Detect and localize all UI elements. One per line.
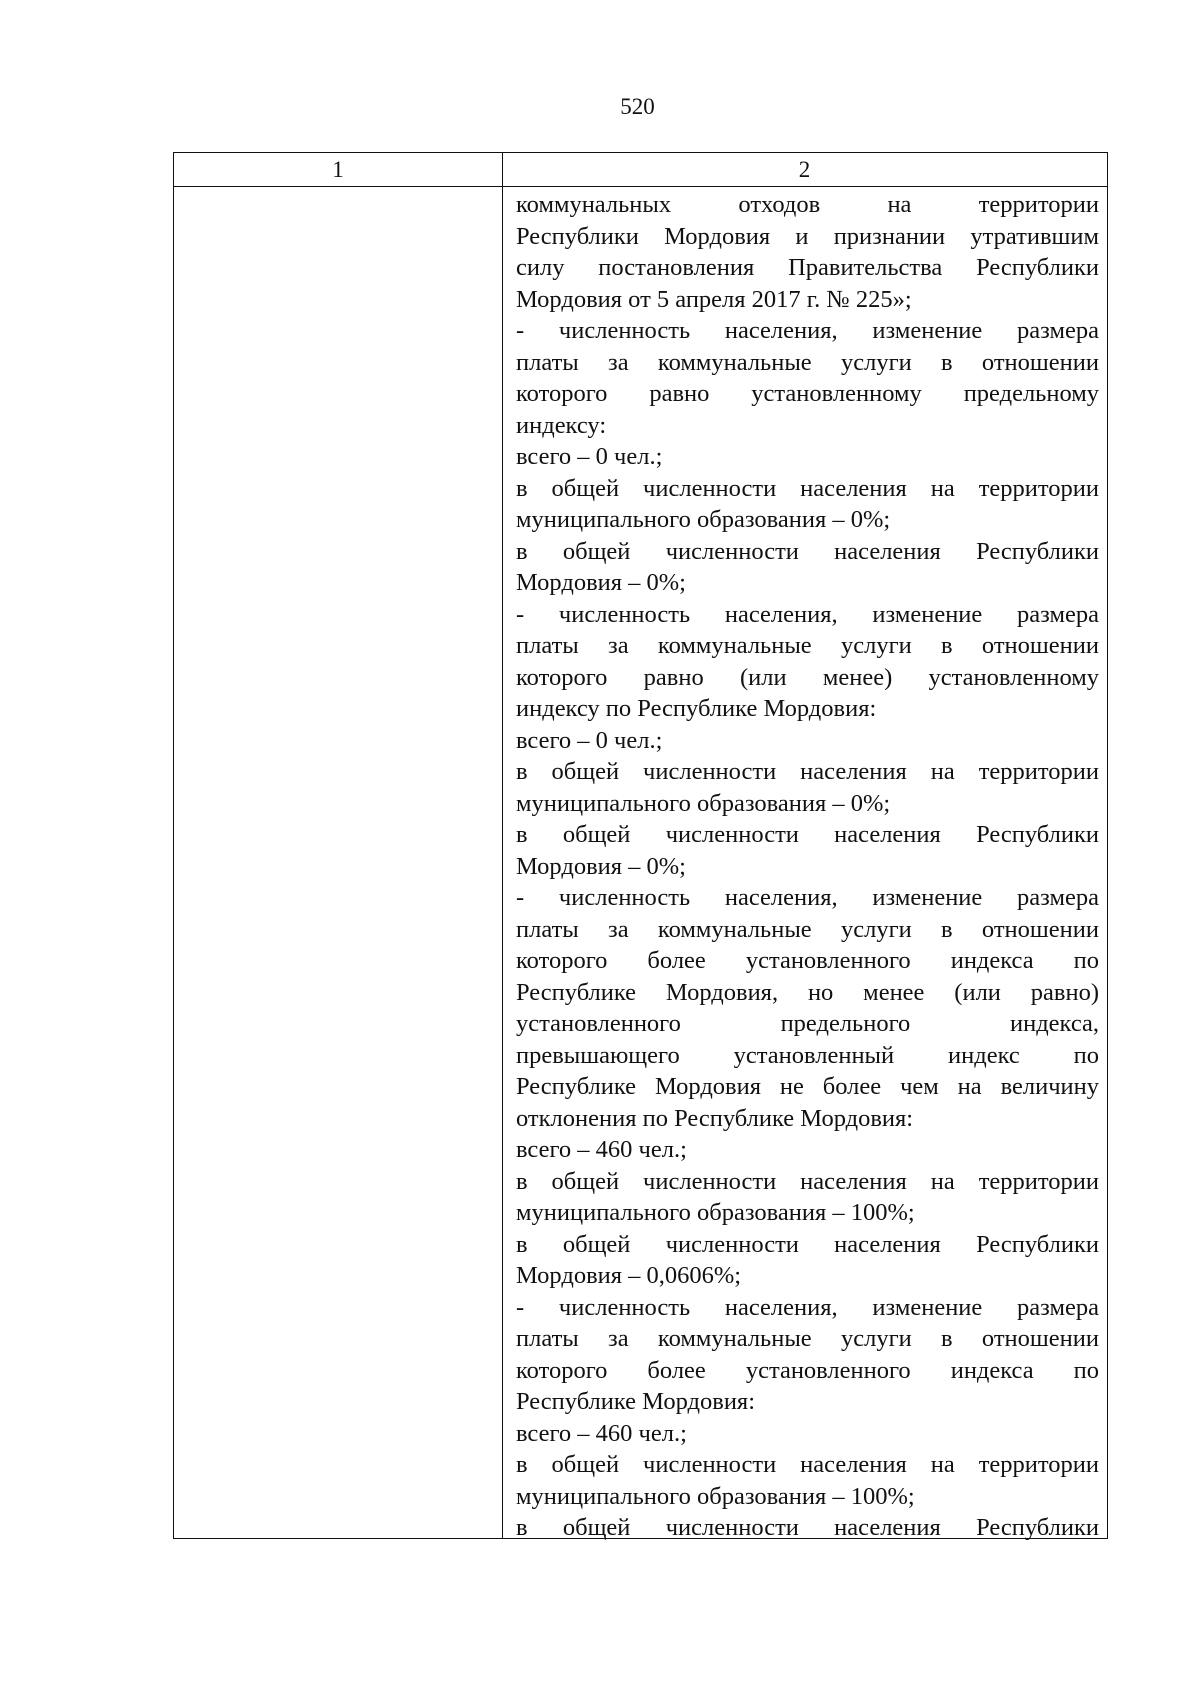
text-line: Республике Мордовия, но менее (или равно) [516, 978, 1099, 1006]
text-line: муниципального образования – 0%; [516, 506, 891, 533]
text-line: всего – 0 чел.; [516, 726, 663, 754]
document-table [173, 152, 1108, 1539]
text-line: платы за коммунальные услуги в отношении [516, 915, 1099, 943]
text-line: в общей численности населения на территории [516, 1451, 1099, 1478]
text-line: - численность населения, изменение размера [516, 884, 1099, 911]
text-line: индексу: [516, 411, 607, 439]
text-line: всего – 460 чел.; [516, 1136, 687, 1163]
text-line: установленного предельного индекса, [516, 1010, 1099, 1037]
text-line: платы за коммунальные услуги в отношении [516, 632, 1099, 659]
text-line: - численность населения, изменение размера [516, 317, 1099, 344]
text-line: платы за коммунальные услуги в отношении [516, 1325, 1099, 1352]
page-number: 520 [620, 94, 655, 119]
text-line: коммунальных отходов на территории [516, 191, 1099, 218]
text-line: отклонения по Республике Мордовия: [516, 1104, 914, 1132]
text-line: Республике Мордовия не более чем на величину [516, 1073, 1099, 1100]
text-line: в общей численности населения на территории [516, 474, 1099, 502]
text-line: которого более установленного индекса по [516, 947, 1099, 974]
text-line: в общей численности населения Республики [516, 1514, 1099, 1541]
text-line: превышающего установленный индекс по [516, 1041, 1099, 1069]
column-2-header: 2 [798, 157, 811, 182]
text-line: Мордовия – 0%; [516, 569, 686, 596]
text-line: Мордовия – 0%; [516, 852, 686, 880]
column-divider [502, 153, 503, 1538]
text-line: - численность населения, изменение размера [516, 600, 1099, 628]
text-line: в общей численности населения Республики [516, 1230, 1099, 1258]
text-line: Мордовия – 0,0606%; [516, 1262, 742, 1289]
text-line: платы за коммунальные услуги в отношении [516, 348, 1099, 376]
text-line: в общей численности населения Республики [516, 821, 1099, 848]
text-line: всего – 0 чел.; [516, 443, 663, 470]
text-line: муниципального образования – 100%; [516, 1199, 915, 1226]
text-line: Республики Мордовия и признании утратившим [516, 222, 1099, 250]
text-line: муниципального образования – 100%; [516, 1482, 915, 1510]
text-line: - численность населения, изменение размера [516, 1293, 1099, 1321]
text-line: муниципального образования – 0%; [516, 789, 891, 817]
column-2-content [516, 189, 1099, 1544]
text-line: Мордовия от 5 апреля 2017 г. № 225»; [516, 285, 912, 313]
text-line: которого равно (или менее) установленному [516, 663, 1099, 691]
text-line: силу постановления Правительства Республики [516, 254, 1099, 281]
text-line: Республике Мордовия: [516, 1388, 756, 1415]
text-line: в общей численности населения Республики [516, 537, 1099, 565]
text-line: всего – 460 чел.; [516, 1419, 687, 1447]
table-header-row [174, 153, 1107, 187]
column-1-header: 1 [332, 157, 344, 182]
text-line: в общей численности населения на территории [516, 758, 1099, 785]
text-line: которого более установленного индекса по [516, 1356, 1099, 1384]
text-line: индексу по Республике Мордовия: [516, 695, 877, 722]
text-line: которого равно установленному предельному [516, 380, 1099, 407]
text-line: в общей численности населения на территории [516, 1167, 1099, 1195]
